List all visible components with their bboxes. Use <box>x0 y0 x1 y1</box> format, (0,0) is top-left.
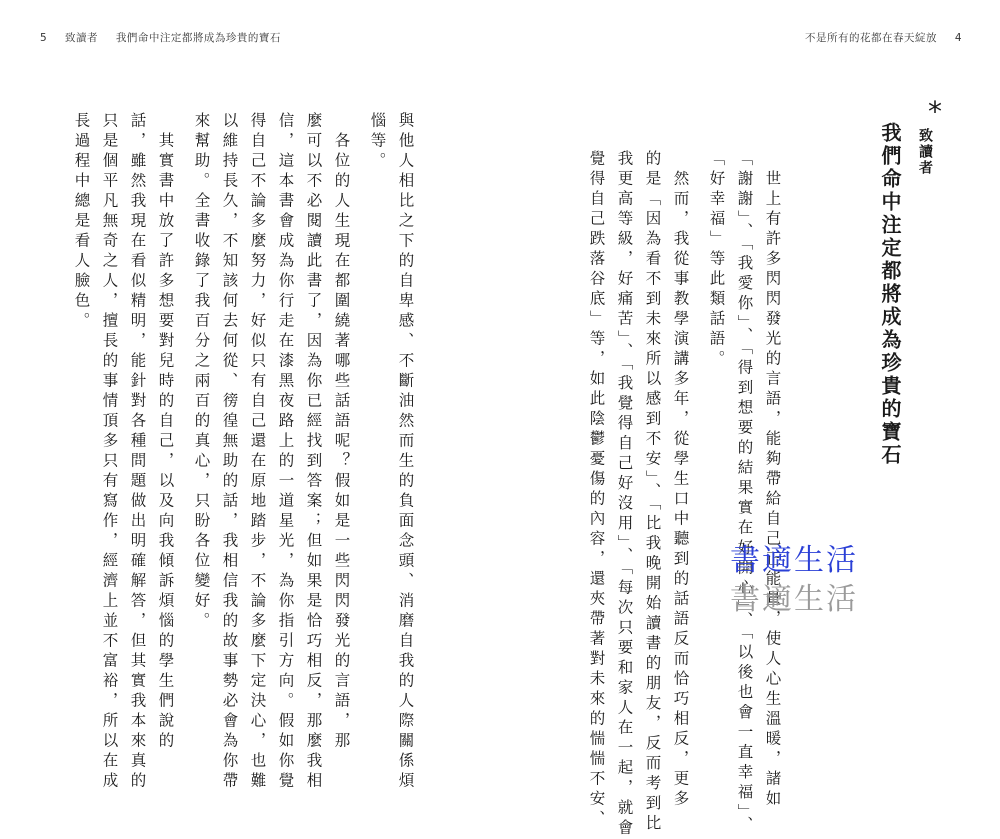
left-page-number: 5 <box>40 32 48 44</box>
body-column: 其實書中放了許多想要對兒時的自己，以及向我傾訴煩惱的學生們說的 <box>156 112 175 752</box>
body-column: 「謝謝」、「我愛你」、「得到想要的結果實在好開心」、「以後也會一直幸福」、 <box>735 150 754 836</box>
left-book-section: 致讀者 <box>65 32 99 44</box>
body-column: 惱等。 <box>368 112 387 172</box>
body-column: 得自己不論多麼努力，好似只有自己還在原地踏步，不論多麼下定決心，也難 <box>248 112 267 792</box>
watermark-secondary: 書適生活 <box>730 582 858 617</box>
body-column: 與他人相比之下的自卑感、不斷油然而生的負面念頭、消磨自我的人際關係煩 <box>396 112 415 792</box>
body-column: 只是個平凡無奇之人，擅長的事情頂多只有寫作，經濟上並不富裕，所以在成 <box>100 112 119 792</box>
right-page-number: 4 <box>954 32 962 44</box>
body-column: 然而，我從事教學演講多年，從學生口中聽到的話語反而恰巧相反，更多 <box>671 150 690 810</box>
body-column: 長過程中總是看人臉色。 <box>72 112 91 332</box>
body-column: 信，這本書會成為你行走在漆黑夜路上的一道星光，為你指引方向。假如你覺 <box>276 112 295 792</box>
body-column: 世上有許多閃閃發光的言語，能夠帶給自己正能量，使人心生溫暖，諸如 <box>763 150 782 810</box>
body-column: 各位的人生現在都圍繞著哪些話語呢？假如是一些閃閃發光的言語，那 <box>332 112 351 752</box>
left-chapter-title: 我們命中注定都將成為珍貴的寶石 <box>115 32 281 44</box>
body-column: 「好幸福」等此類話語。 <box>707 150 726 370</box>
body-column: 來幫助。全書收錄了我百分之兩百的真心，只盼各位變好。 <box>192 112 211 632</box>
right-running-title: 不是所有的花都在春天綻放 <box>804 32 937 44</box>
body-column: 覺得自己跌落谷底」等，如此陰鬱憂傷的內容，還夾帶著對未來的惴惴不安、 <box>587 150 606 830</box>
watermark-primary: 書適生活 <box>730 543 858 578</box>
chapter-heading: 我們命中注定都將成為珍貴的寶石 <box>878 122 902 467</box>
right-running-header <box>791 30 962 45</box>
body-column: 我更高等級，好痛苦」、「我覺得自己好沒用」、「每次只要和家人在一起，就會 <box>615 150 634 839</box>
body-column: 以維持長久，不知該何去何從、徬徨無助的話，我相信我的故事勢必會為你帶 <box>220 112 239 792</box>
body-column: 麼可以不必閱讀此書了，因為你已經找到答案；但如果是恰巧相反，那麼我相 <box>304 112 323 792</box>
section-label: 致讀者 <box>917 128 933 176</box>
left-running-header <box>40 30 295 45</box>
asterisk-icon: * <box>928 95 942 128</box>
body-column: 的是「因為看不到未來所以感到不安」、「比我晚開始讀書的朋友，反而考到比 <box>643 150 662 835</box>
body-column: 話，雖然我現在看似精明，能針對各種問題做出明確解答，但其實我本來真的 <box>128 112 147 792</box>
